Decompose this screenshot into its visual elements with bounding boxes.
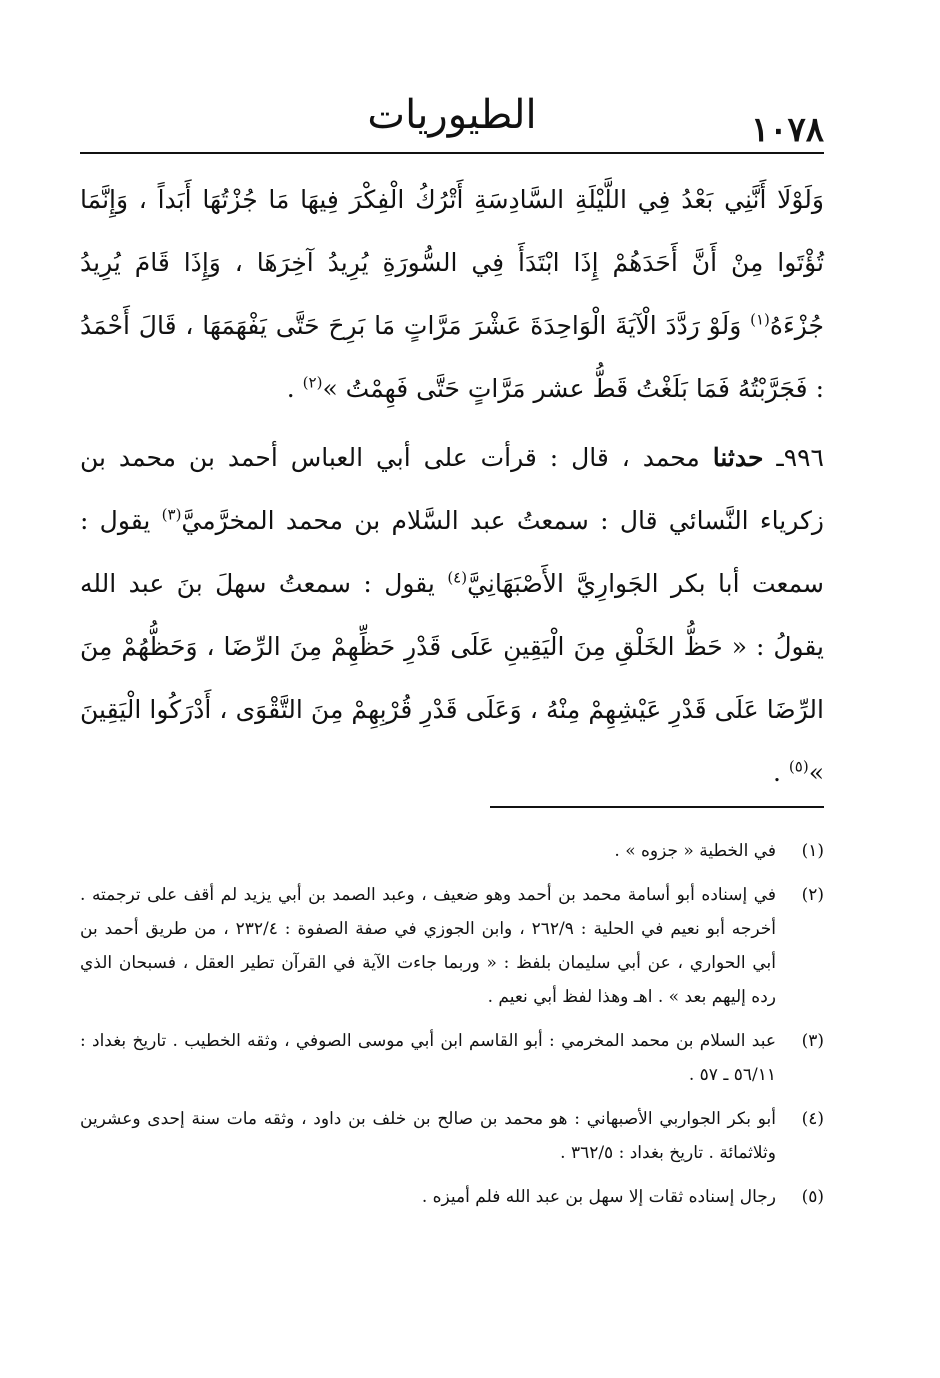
footnote-mark: (١) [801, 841, 824, 861]
footnote-mark: (٣) [801, 1031, 824, 1051]
footnote-ref-4: (٤) [447, 568, 468, 587]
footnote-text: في إسناده أبو أسامة محمد بن أحمد وهو ضعيف ، وعبد الصمد بن أبي يزيد لم أقف على ترجمته . أخرجه أبو نعيم في الحلية : ٢٦٢/٩ ، وابن الجوزي في صفة الصفوة : ٢٣٢/٤ ، من طريق أحمد بن أبي الحواري ، عن أبي سليمان بلفظ : « وربما جاءت الآية في القرآن تطير العقل ، فسبحان الذي رده إليهم بعد » . اهـ وهذا لفظ أبي نعيم . [80, 885, 777, 1007]
footnotes [80, 834, 824, 1224]
hadith-number: ٩٩٦ـ [776, 443, 824, 472]
footnote-text: أبو بكر الجواربي الأصبهاني : هو محمد بن صالح بن خلف بن داود ، وثقه مات سنة إحدى وعشرين وثلاثمائة . تاريخ بغداد : ٣٦٢/٥ . [80, 1109, 776, 1163]
footnote-1 [80, 834, 824, 868]
passage-text-a: وَلَوْلَا أَنَّنِي بَعْدُ فِي اللَّيْلَةِ السَّادِسَةِ أَتْرُكُ الْفِكْرَ فِيهَا مَا جُزْتُهَا أَبَداً ، وَإِنَّمَا تُؤْتَوا مِنْ أَنَّ أَحَدَهُمْ إِذَا ابْتَدَأَ فِي السُّورَةِ يُرِيدُ آخِرَهَا ، وَإِذَا قَامَ يُرِيدُ جُزْءَهُ [80, 185, 824, 340]
footnote-text: في الخطية « جزوه » . [614, 841, 776, 861]
passage-continuation [80, 168, 824, 420]
footnote-rule [490, 806, 824, 808]
footnote-text: عبد السلام بن محمد المخرمي : أبو القاسم ابن أبي موسى الصوفي ، وثقه الخطيب . تاريخ بغداد : ٥٦/١١ ـ ٥٧ . [80, 1031, 776, 1085]
footnote-mark: (٤) [801, 1109, 824, 1129]
hadith-996 [80, 426, 824, 804]
main-text [80, 168, 824, 804]
running-title: الطيوريات [367, 92, 537, 138]
footnote-mark: (٥) [801, 1187, 824, 1207]
hadith-opening: حدثنا [712, 443, 764, 472]
footnote-5 [80, 1180, 824, 1214]
page-header [80, 88, 824, 152]
hadith-text-c: يقول : سمعتُ سهلَ بنَ عبد الله يقولُ : « حَظُّ الخَلْقِ مِنَ الْيَقِينِ عَلَى قَدْرِ حَظِّهِمْ مِنَ الرِّضَا ، وَحَظُّهُمْ مِنَ الرِّضَا عَلَى قَدْرِ عَيْشِهِمْ مِنْهُ ، وَعَلَى قَدْرِ قُرْبِهِمْ مِنَ التَّقْوَى ، أَدْرَكُوا الْيَقِينَ » [80, 569, 824, 787]
hadith-text-d: . [773, 758, 789, 787]
footnote-4 [80, 1102, 824, 1170]
passage-text-c: . [286, 374, 303, 403]
hadith-text-a: محمد ، قال : قرأت على أبي العباس أحمد بن محمد بن زكرياء النَّسائي قال : سمعتُ عبد السَّلام بن محمد المخرَّميَّ [80, 443, 824, 535]
footnote-ref-1: (١) [750, 310, 770, 329]
header-rule [80, 152, 824, 154]
footnote-ref-3: (٣) [161, 505, 182, 524]
footnote-3 [80, 1024, 824, 1092]
footnote-text: رجال إسناده ثقات إلا سهل بن عبد الله فلم أميزه . [421, 1187, 776, 1207]
page-number: ١٠٧٨ [750, 110, 824, 150]
footnote-ref-2: (٢) [302, 373, 323, 392]
footnote-2 [80, 878, 824, 1014]
passage-text-b: وَلَوْ رَدَّدَ الْآيَةَ الْوَاحِدَةَ عَشْرَ مَرَّاتٍ مَا بَرِحَ حَتَّى يَفْهَمَهَا ، قَالَ أَحْمَدُ : فَجَرَّبْتُهُ فَمَا بَلَغْتُ قَطُّ عشر مَرَّاتٍ حَتَّى فَهِمْتُ » [80, 311, 824, 403]
footnote-mark: (٢) [801, 885, 824, 905]
hadith-text-b: يقول : سمعت أبا بكر الجَوارِيَّ الأَصْبَهَانِيَّ [80, 506, 824, 598]
footnote-ref-5: (٥) [788, 757, 809, 776]
